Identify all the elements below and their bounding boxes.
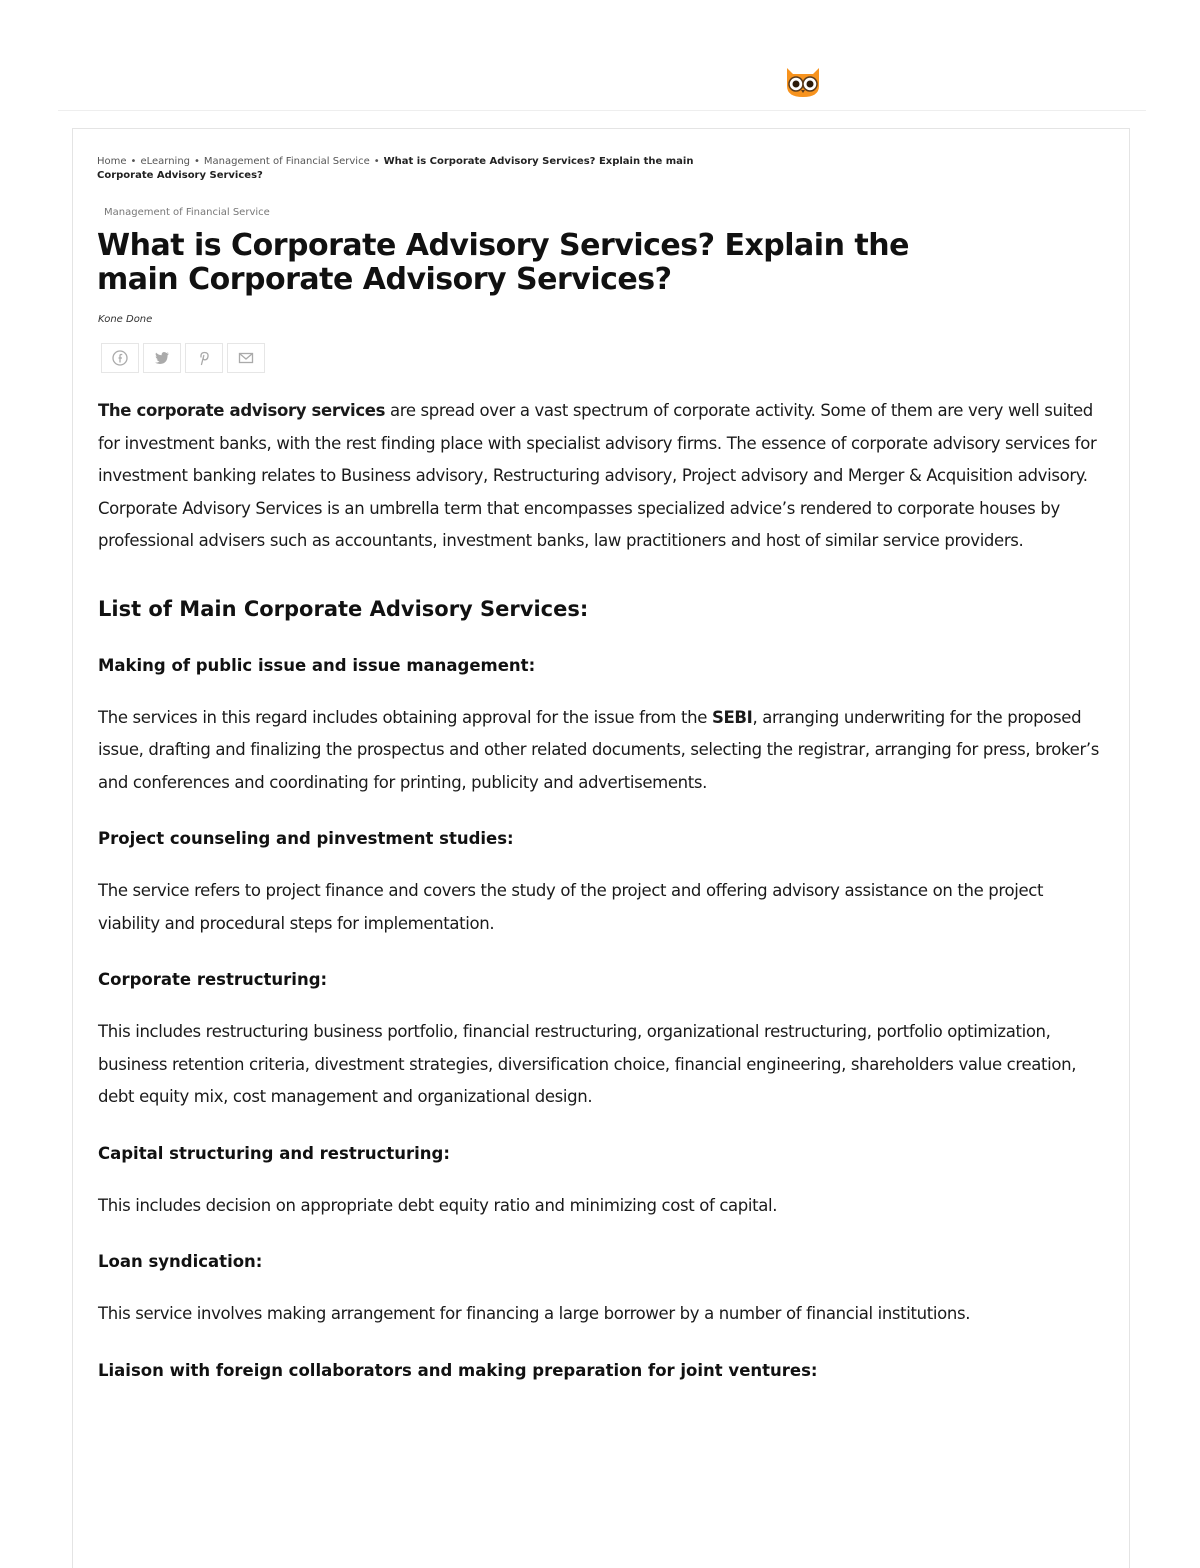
intro-text: are spread over a vast spectrum of corporate activity. Some of them are very well suited for investment banks, with the rest finding place with specialist advisory firms. The essence of corporate advisory services for investment banking relates to Business advisory, Restructuring advisory, Project advisory and Merger & Acquisition advisory. Corporate Advisory Services is an umbrella term that encompasses specialized advice’s rendered to corporate houses by professional advisers such as accountants, investment banks, law practitioners and host of similar service providers. <box>98 401 1097 550</box>
site-header <box>58 0 1146 111</box>
share-facebook-button[interactable] <box>101 343 139 373</box>
section-body-text: , arranging underwriting for the proposed issue, drafting and finalizing the prospectus and other related documents, selecting the registrar, arranging for press, broker’s and conferences and coordinating for printing, publicity and advertisements. <box>98 707 1100 792</box>
sebi-term: SEBI <box>711 707 753 727</box>
email-icon <box>238 350 254 366</box>
facebook-icon <box>112 350 128 366</box>
article-body <box>98 395 1108 1387</box>
section-body: This includes restructuring business portfolio, financial restructuring, organizational restructuring, portfolio optimization, business retention criteria, divestment strategies, diversification choice, financial engineering, shareholders value creation, debt equity mix, cost management and organizational design. <box>98 1022 1077 1106</box>
section-heading: Making of public issue and issue management: <box>98 655 536 675</box>
section-heading: Loan syndication: <box>98 1252 263 1271</box>
section-body <box>98 702 1108 800</box>
share-pinterest-button[interactable] <box>185 343 223 373</box>
breadcrumb-category[interactable]: Management of Financial Service <box>203 156 370 167</box>
intro-lead: The corporate advisory services <box>98 401 386 420</box>
breadcrumb <box>97 155 697 183</box>
article-card <box>72 128 1130 1568</box>
breadcrumb-separator: • <box>130 156 137 167</box>
breadcrumb-elearning[interactable]: eLearning <box>140 156 191 167</box>
section-body: This includes decision on appropriate debt equity ratio and minimizing cost of capital. <box>98 1195 778 1215</box>
breadcrumb-separator: • <box>194 156 200 167</box>
author-name[interactable]: Kone Done <box>98 314 153 325</box>
twitter-icon <box>154 350 170 366</box>
pinterest-icon <box>196 350 212 366</box>
share-twitter-button[interactable] <box>143 343 181 373</box>
intro-paragraph <box>98 395 1108 558</box>
list-heading: List of Main Corporate Advisory Services: <box>98 596 589 621</box>
section-heading: Liaison with foreign collaborators and making preparation for joint ventures: <box>98 1360 818 1380</box>
category-link[interactable]: Management of Financial Service <box>104 207 270 218</box>
section-body: This service involves making arrangement for financing a large borrower by a number of financial institutions. <box>98 1304 971 1323</box>
section-heading: Corporate restructuring: <box>98 970 328 989</box>
breadcrumb-home[interactable]: Home <box>97 156 127 167</box>
section-body: The service refers to project finance and covers the study of the project and offering advisory assistance on the project viability and procedural steps for implementation. <box>98 881 1044 933</box>
share-bar <box>101 343 265 373</box>
section-heading: Capital structuring and restructuring: <box>98 1143 450 1163</box>
breadcrumb-current: What is Corporate Advisory Services? Explain the main Corporate Advisory Services? <box>97 156 694 181</box>
owl-logo-icon[interactable] <box>783 66 823 98</box>
share-email-button[interactable] <box>227 343 265 373</box>
section-heading: Project counseling and pinvestment studies: <box>98 829 514 848</box>
page-title: What is Corporate Advisory Services? Explain the main Corporate Advisory Services? <box>97 228 909 297</box>
breadcrumb-separator: • <box>373 156 380 167</box>
section-body-text: The services in this regard includes obtaining approval for the issue from the <box>98 707 712 727</box>
